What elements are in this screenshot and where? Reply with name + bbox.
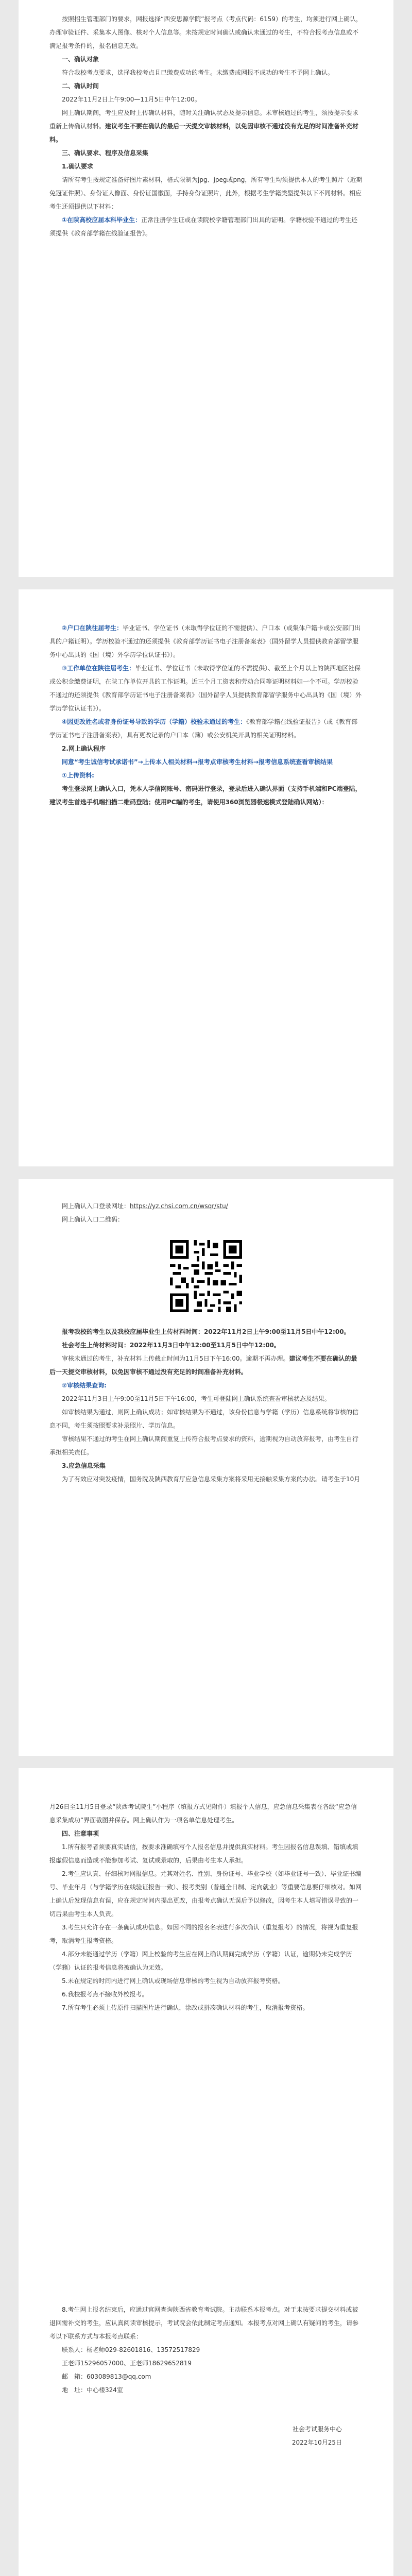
step-2-title: ②审核结果查询:	[62, 1382, 107, 1389]
section-3-sub-2: 2.网上确认程序	[62, 745, 106, 752]
note-4: 4.部分未能通过学历（学籍）网上校验的考生应在网上确认期间完成学历（学籍）认证，逾期仍未完成学历（学籍）认证的报考信息将被确认为无效。	[49, 1951, 352, 1971]
contact-line-2: 王老师15296057000、王老师18629652819	[62, 2360, 192, 2367]
step-1-body: 考生登录网上确认入口，凭本人学信网账号、密码进行登录，登录后进入确认界面（支持手机端和PC端登陆，建议考生首选手机端扫描二维码登陆；使用PC端的考生，请使用360浏览器极速模式登陆确认网站）：	[49, 785, 362, 806]
note-6: 6.我校报考点不接收外校报考。	[62, 1991, 148, 1998]
item-b	[49, 621, 363, 662]
item-b-body: 毕业证书、学位证书（未取得学位证的不需提供）、户口本（或集体户籍卡或公安部门出具的户籍证明）。学历校验不通过的还须提供《教育部学历证书电子注册备案表》（国外留学人员提供教育部留学服务中心出具的《国（境）外学历学位认证书》）。	[49, 624, 361, 658]
fresh-upload-time: 报考我校的考生以及我校应届毕业生上传材料时间：2022年11月2日上午9:00至11月5日中午12:00。	[62, 1328, 350, 1335]
section-2-body	[49, 106, 363, 146]
section-4-title: 四、注意事项	[62, 1830, 99, 1837]
note-1: 1.所有报考者须要真实诚信，按要求准确填写个人报名信息并提供真实材料。考生因报名信息误填、错填或填报虚假信息而造成不能参加考试、复试或录取的，后果由考生本人承担。	[49, 1843, 358, 1864]
supplement-deadline: 审核未通过的考生，补充材料上传截止时间为11月5日下午16:00。逾期不再办理。	[62, 1355, 289, 1362]
supplement-line	[49, 1352, 363, 1379]
url-label: 网上确认入口登录网址：	[62, 1202, 130, 1210]
note-8	[49, 2303, 363, 2343]
item-a-body: 正常注册学生证或在读院校学籍管理部门出具的证明。学籍校验不通过的考生还须提供《教育部学籍在线验证报告》。	[49, 216, 358, 237]
emergency-info: 为了有效应对突发疫情，国务院及陕西教育厅应急信息采集方案将采用无接触采集方案的办法。请考生于10月	[62, 1476, 360, 1483]
social-upload-time: 社会考生上传材料时间：2022年11月3日中午12:00至11月5日中午12:00。	[62, 1342, 280, 1349]
contact-email[interactable]: 邮 箱：603089813@qq.com	[62, 2373, 151, 2380]
note-2: 2.考生应认真、仔细核对网报信息。尤其对姓名、性别、身份证号、毕业学校（如毕业证号一致）、毕业证书编号、毕业年月（与学籍学历在线验证报告一致）、报考类别（普通全日制、定向就业）等重要信息要仔细核对。如网上确认后发现信息有误，应在规定时间内提出更改，由报考点确认无误后予以修改，因考生本人填写错误导致的一切后果由考生本人负责。	[49, 1870, 362, 1918]
emergency-info-continued: 月26日至11月5日登录“陕西考试院生”小程序（填报方式见附件）填报个人信息，应急信息采集表在各级“应急信息采集成功”界面截图并保存。网上确认作为一项名单信息处理考生。	[49, 1803, 357, 1824]
section-2-body-text: 网上确认期间，考生应及时上传确认材料，随时关注确认状态及提示信息。未审核通过的考生，须按提示要求重新上传确认材料。	[49, 109, 359, 130]
signature-date: 2022年10月25日	[291, 2439, 342, 2446]
item-d-title: ④因更改姓名或者身份证号导致的学历（学籍）校验未通过的考生：	[62, 718, 247, 725]
item-d	[49, 715, 363, 742]
item-d-body: 《教育部学籍在线验证报告》（或《教育部学历证书电子注册备案表》，具有更改记录的户口本（簿）或公安机关开具的相关证明材料。	[49, 718, 358, 739]
section-1-body: 符合我校考点要求，选择我校考点且已缴费成功的考生。未缴费或网报不成功的考生不予网上确认。	[62, 69, 334, 76]
section-1-title: 一、确认对象	[62, 56, 99, 63]
signature-spacer	[49, 2397, 363, 2422]
note-5: 5.未在规定的时间内进行网上确认或现场信息审核的考生视为自动放弃报考资格。	[62, 1977, 284, 1985]
contact-block	[49, 2343, 363, 2397]
section-2-title: 二、确认时间	[62, 82, 99, 90]
qr-code-icon[interactable]	[167, 1238, 245, 1315]
document-page-4	[19, 1768, 393, 2576]
section-3-requirements: 请所有考生按规定准备好图片素材料，格式限制为jpg、jpeg或png，所有考生均须提供本人的考生照片（近期免冠证件照）、身份证人像面、身份证国徽面，手持身份证照片，此外，根据考生学籍类型提供以下不同材料。相应考生还须提供以下材料：	[49, 176, 363, 210]
step-1-title: ①上传资料:	[62, 772, 94, 779]
intro-paragraph: 按照招生管理部门的要求，网报选择“西安思源学院”报考点（考点代码：6159）的考生，均须进行网上确认，办理审验证件、采集本人图像、核对个人信息等。未按规定时间确认或确认未通过的考生，不符合报考点信息或不满足报考条件的，报名信息无效。	[49, 15, 362, 49]
item-b-title: ②户口在陕往届考生：	[62, 624, 123, 632]
page-break-spacer	[49, 2014, 363, 2303]
signature-org: 社会考试服务中心	[292, 2426, 342, 2433]
section-3-sub-3: 3.应急信息采集	[62, 1462, 106, 1469]
section-2-time: 2022年11月2日上午9:00—11月5日中午12:00。	[62, 96, 201, 103]
document-page-2	[19, 589, 393, 1166]
item-a-title: ①在陕高校应届本科毕业生：	[62, 216, 142, 224]
qr-code-container	[49, 1238, 363, 1315]
step-2-body-c: 审核结果不通过的考生在网上确认期间重复上传符合报考点要求的资料，逾期视为自动放弃报考，由考生自行承担相关责任。	[49, 1435, 359, 1456]
supplement-warning: 建议考生不要在确认的最后一天提交审核材料，以免因审核不通过没有充足的时间准备补充材料。	[49, 1355, 357, 1376]
section-2-warning: 建议考生不要在确认的最后一天提交审核材料，以免因审核不通过没有充足的时间准备补充材料。	[49, 123, 359, 143]
document-page-1	[19, 0, 393, 577]
item-c-body: 毕业证书、学位证书（未取得学位证的不需提供）、截至上个月以上的陕西地区社保或公积金缴费证明，在陕工作单位开具的工作证明。近三个月工资表和劳动合同等证明材料如一个不可。学历校验不通过的还须提供《教育部学历证书电子注册备案表》（国外留学人员提供教育部留学服务中心出具的《国（境）外学历学位认证书》）。	[49, 665, 362, 712]
section-3-title: 三、确认要求、程序及信息采集	[62, 149, 149, 157]
step-2-body-b: 如审核结果为通过，则网上确认成功；如审核结果为不通过，该身份信息与学籍（学历）信息系统将审核的信息不同，考生须按照要求补录照片、学历信息。	[49, 1409, 359, 1429]
section-3-sub-1: 1.确认要求	[62, 163, 93, 170]
url-line	[49, 1199, 363, 1213]
note-8-tail: 本报考点对网上确认有疑问的考生，请参考以下联系方式与本报考点联系：	[49, 2319, 359, 2340]
note-7: 7.所有考生必须上传原件扫描图片进行确认，涂改或拼凑确认材料的考生，取消报考资格。	[62, 2004, 309, 2011]
step-2-body-a: 2022年11月3日上午9:00至11月5日下午16:00，考生可登陆网上确认系统查看审核状态及结果。	[62, 1395, 331, 1402]
qr-label: 网上确认入口二维码：	[62, 1216, 124, 1223]
item-c-title: ③工作单位在陕往届考生：	[62, 665, 135, 672]
flow-line: 同意“考生诚信考试承诺书”→上传本人相关材料→报考点审核考生材料→报考信息系统查看审核结果	[62, 758, 333, 766]
item-a	[49, 213, 363, 240]
item-c	[49, 662, 363, 715]
confirm-url-link[interactable]: https://yz.chsi.com.cn/wsqr/stu/	[130, 1202, 228, 1210]
note-8-text: 8.考生网上报名结束后，应通过官网查询陕西省教育考试院。主动联系本报考点。对于未按要求提交材料或被退回需补交的考生，应认真阅读审核提示，考试院会依此制定考点通知。	[49, 2306, 358, 2327]
contact-address: 地 址：中心楼324室	[62, 2386, 123, 2394]
contact-line-1: 联系人：杨老师029-82601816、13572517829	[62, 2346, 200, 2353]
note-3: 3.考生只允许存在一条确认成功信息。如因不同的报名名表进行多次确认（重复报考）的情况，将视为重复报考，取消考生报考资格。	[49, 1924, 358, 1944]
document-page-3	[19, 1179, 393, 1756]
